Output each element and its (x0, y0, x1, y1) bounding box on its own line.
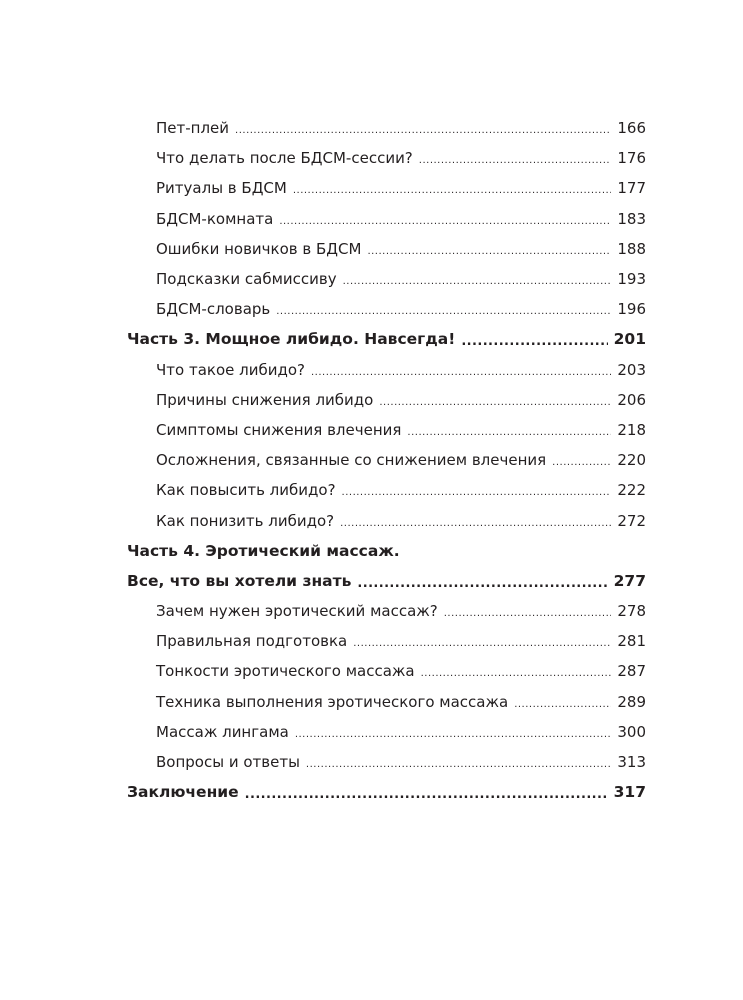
toc-entry-page: 176 (617, 149, 646, 168)
toc-entry-page: 222 (617, 481, 646, 500)
toc-entry[interactable] (127, 415, 646, 445)
dot-leader (357, 578, 607, 590)
toc-part-heading[interactable] (127, 536, 646, 566)
toc-entry-page: 218 (617, 420, 646, 439)
toc-entry-page: 203 (617, 360, 646, 379)
toc-entry[interactable] (127, 204, 646, 234)
dot-leader (245, 789, 608, 801)
toc-entry[interactable] (127, 596, 646, 626)
dot-leader (407, 427, 611, 439)
dot-leader (343, 276, 612, 288)
toc-entry-title: Зачем нужен эротический массаж? (156, 602, 438, 621)
dot-leader (276, 306, 611, 318)
toc-entry[interactable] (127, 656, 646, 686)
dot-leader (421, 668, 612, 680)
toc-entry[interactable] (127, 355, 646, 385)
toc-entry-title: БДСМ-комната (156, 209, 274, 228)
toc-entry-title: Как повысить либидо? (156, 481, 336, 500)
toc-entry-page: 183 (617, 209, 646, 228)
toc-entry-page: 278 (617, 602, 646, 621)
toc-entry-title: Ритуалы в БДСМ (156, 179, 287, 198)
toc-entry-title: Симптомы снижения влечения (156, 420, 402, 439)
toc-entry-page: 196 (617, 300, 646, 319)
dot-leader (461, 336, 607, 348)
toc-entry-page: 201 (613, 330, 646, 349)
toc-entry-page: 317 (613, 783, 646, 802)
dot-leader (419, 155, 612, 167)
toc-entry-title: БДСМ-словарь (156, 300, 271, 319)
toc-entry[interactable] (127, 747, 646, 777)
toc-entry-title: Тонкости эротического массажа (156, 662, 415, 681)
toc-entry-title: Подсказки сабмиссиву (156, 270, 337, 289)
toc-entry-title: Что делать после БДСМ-сессии? (156, 149, 413, 168)
toc-entry-page: 287 (617, 662, 646, 681)
toc-part-heading[interactable] (127, 566, 646, 596)
dot-leader (342, 487, 612, 499)
toc-entry[interactable] (127, 173, 646, 203)
dot-leader (340, 518, 611, 530)
toc-entry-title: Массаж лингама (156, 722, 289, 741)
toc-entry-title: Все, что вы хотели знать (127, 571, 352, 590)
table-of-contents (127, 113, 646, 807)
dot-leader (379, 397, 611, 409)
dot-leader (514, 699, 611, 711)
dot-leader (552, 457, 611, 469)
toc-entry-page: 313 (617, 753, 646, 772)
toc-entry-page: 166 (617, 119, 646, 138)
dot-leader (295, 729, 612, 741)
toc-entry-title: Вопросы и ответы (156, 753, 300, 772)
toc-entry-title: Причины снижения либидо (156, 390, 374, 409)
toc-entry[interactable] (127, 687, 646, 717)
toc-part-heading[interactable] (127, 324, 646, 354)
toc-entry-page: 206 (617, 390, 646, 409)
toc-entry-title: Часть 3. Мощное либидо. Навсегда! (127, 330, 456, 349)
toc-entry-page: 220 (617, 451, 646, 470)
dot-leader (306, 759, 611, 771)
toc-entry-title: Заключение (127, 783, 239, 802)
toc-entry-page: 177 (617, 179, 646, 198)
toc-entry-title: Что такое либидо? (156, 360, 305, 379)
toc-entry[interactable] (127, 475, 646, 505)
toc-entry-title: Ошибки новичков в БДСМ (156, 239, 362, 258)
toc-entry[interactable] (127, 505, 646, 535)
toc-entry-page: 300 (617, 722, 646, 741)
toc-entry-page: 281 (617, 632, 646, 651)
toc-entry[interactable] (127, 294, 646, 324)
toc-entry[interactable] (127, 626, 646, 656)
toc-part-heading[interactable] (127, 777, 646, 807)
toc-entry-page: 272 (617, 511, 646, 530)
dot-leader (444, 608, 612, 620)
dot-leader (353, 638, 611, 650)
toc-entry-title: Техника выполнения эротического массажа (156, 692, 509, 711)
dot-leader (235, 125, 611, 137)
toc-entry-title: Часть 4. Эротический массаж. (127, 541, 400, 560)
dot-leader (279, 216, 611, 228)
toc-entry-title: Осложнения, связанные со снижением влечения (156, 451, 547, 470)
toc-entry[interactable] (127, 264, 646, 294)
toc-entry[interactable] (127, 717, 646, 747)
toc-entry-page: 289 (617, 692, 646, 711)
toc-entry-page: 193 (617, 270, 646, 289)
toc-entry-page: 188 (617, 239, 646, 258)
toc-entry[interactable] (127, 143, 646, 173)
dot-leader (367, 246, 611, 258)
toc-entry[interactable] (127, 113, 646, 143)
dot-leader (293, 185, 612, 197)
toc-entry-title: Правильная подготовка (156, 632, 348, 651)
toc-entry-title: Пет-плей (156, 119, 230, 138)
toc-entry-title: Как понизить либидо? (156, 511, 335, 530)
toc-entry-page: 277 (613, 571, 646, 590)
dot-leader (311, 367, 611, 379)
toc-entry[interactable] (127, 385, 646, 415)
toc-entry[interactable] (127, 234, 646, 264)
toc-entry[interactable] (127, 445, 646, 475)
